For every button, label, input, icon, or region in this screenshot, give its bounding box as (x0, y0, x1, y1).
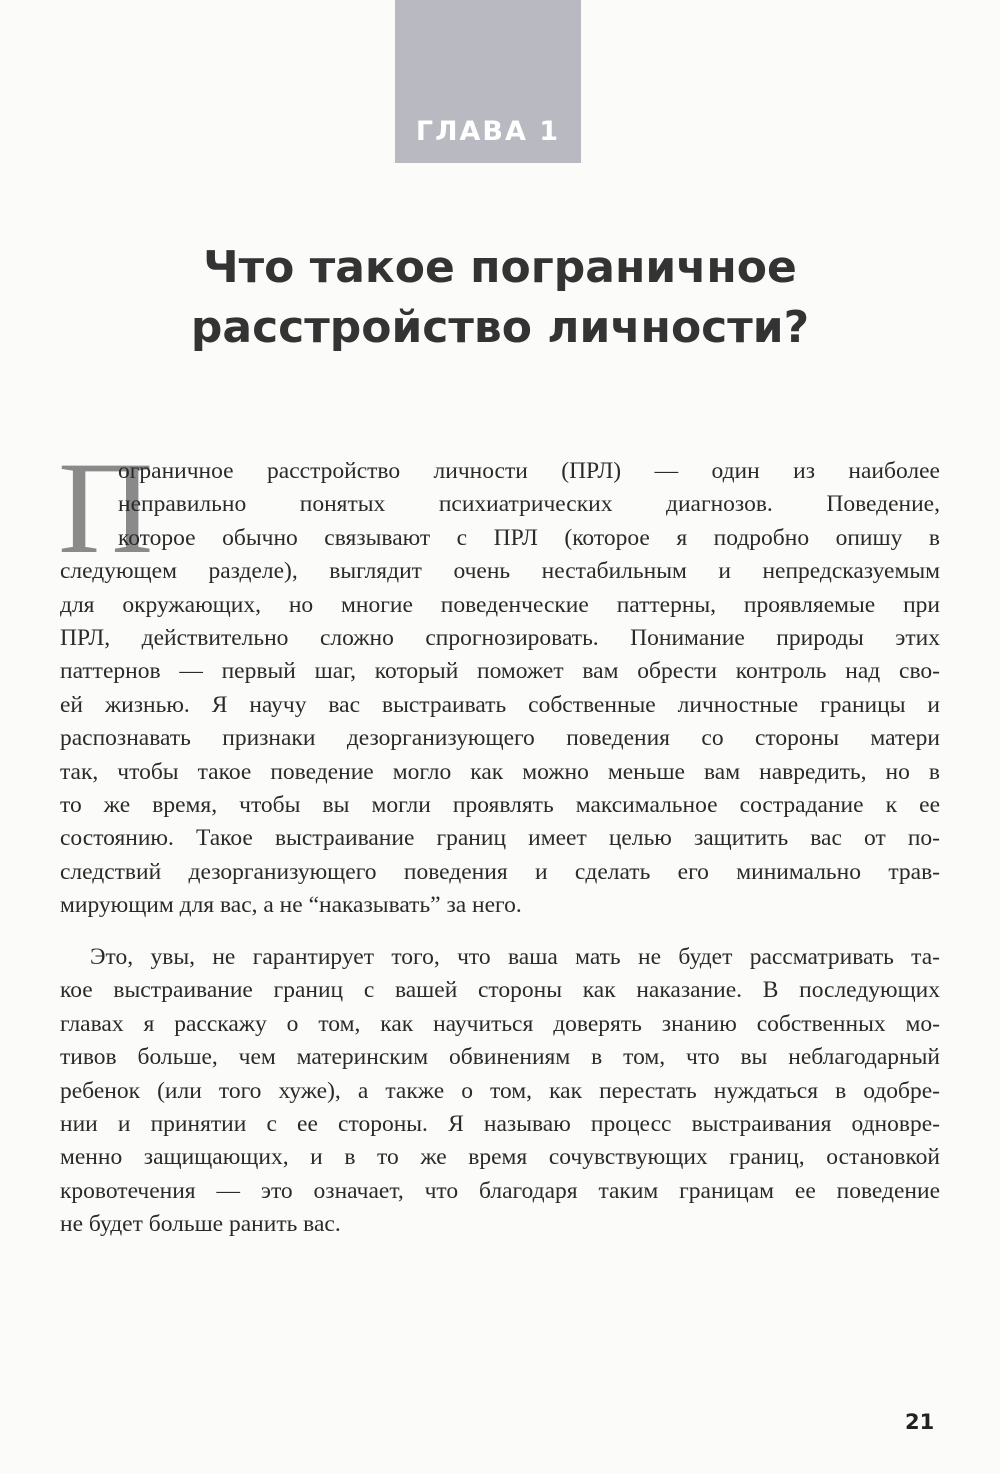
text-line: менно защищающих, и в то же время сочувствующих границ, остановкой (60, 1144, 940, 1171)
chapter-label: ГЛАВА 1 (415, 116, 561, 147)
text-line: ей жизнью. Я научу вас выстраивать собственные личностные границы и (60, 691, 940, 718)
text-line: которое обычно связывают с ПРЛ (которое я подробно опишу в (118, 524, 940, 551)
text-line: паттернов — первый шаг, который поможет вам обрести контроль над сво- (60, 658, 940, 685)
text-line: следствий дезорганизующего поведения и сделать его минимально трав- (60, 858, 940, 885)
text-line: следующем разделе), выглядит очень нестабильным и непредсказуемым (60, 558, 940, 585)
text-line: главах я расскажу о том, как научиться доверять знанию собственных мо- (60, 1010, 940, 1037)
text-line: Это, увы, не гарантирует того, что ваша мать не будет рассматривать та- (90, 944, 940, 970)
text-line: кровотечения — это означает, что благодаря таким границам ее поведение (60, 1177, 940, 1204)
text-line: распознавать признаки дезорганизующего поведения со стороны матери (60, 725, 940, 752)
text-line: тивов больше, чем материнским обвинениям в том, что вы неблагодарный (60, 1044, 940, 1071)
text-line: нии и принятии с ее стороны. Я называю процесс выстраивания одновре- (60, 1111, 940, 1137)
chapter-title-line: расстройство личности? (190, 302, 810, 353)
text-line: ограничное расстройство личности (ПРЛ) — один из наиболее (118, 458, 940, 484)
text-line: кое выстраивание границ с вашей стороны как наказание. В последующих (60, 977, 940, 1004)
text-line: ребенок (или того хуже), а также о том, как перестать нуждаться в одобре- (60, 1077, 940, 1104)
text-line: состоянию. Такое выстраивание границ имеет целью защитить вас от по- (60, 825, 940, 852)
text-line: не будет больше ранить вас. (60, 1211, 341, 1238)
page-number: 21 (905, 1410, 935, 1434)
text-line: неправильно понятых психиатрических диагнозов. Поведение, (118, 491, 940, 518)
text-line: ПРЛ, действительно сложно спрогнозировать. Понимание природы этих (60, 625, 940, 651)
chapter-header-box (395, 0, 581, 163)
drop-cap: П (58, 434, 154, 581)
chapter-title-line: Что такое пограничное (203, 242, 797, 293)
chapter-title (0, 238, 1000, 358)
text-line: для окружающих, но многие поведенческие паттерны, проявляемые при (60, 591, 940, 618)
text-line: так, чтобы такое поведение могло как можно меньше вам навредить, но в (60, 758, 940, 785)
text-line: мирующим для вас, а не “наказывать” за него. (60, 892, 522, 919)
text-line: то же время, чтобы вы могли проявлять максимальное сострадание к ее (60, 792, 940, 818)
